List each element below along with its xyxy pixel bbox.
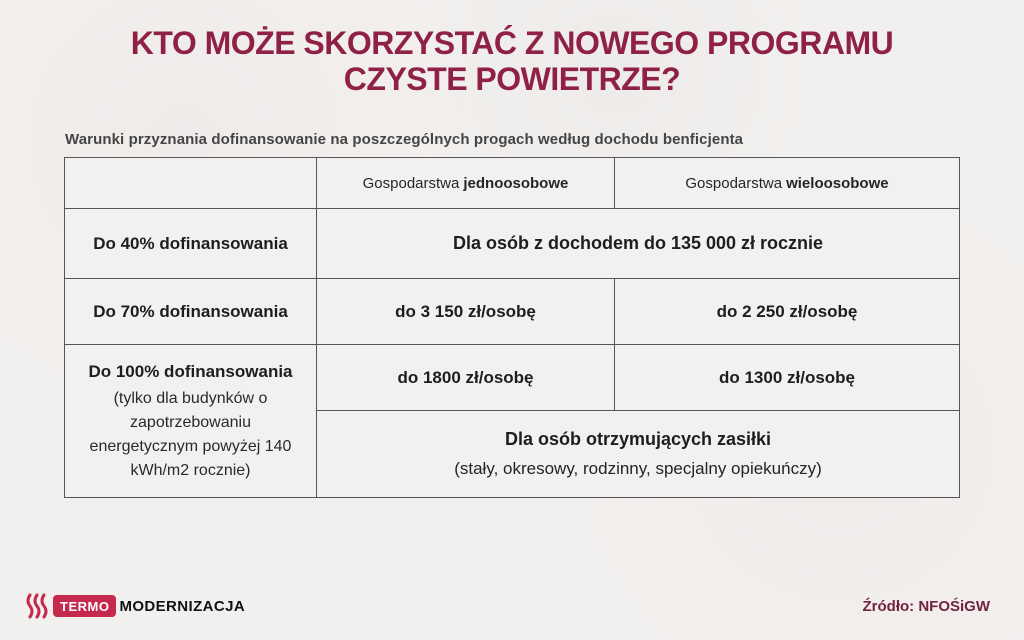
row-100-label: Do 100% dofinansowania (88, 362, 293, 382)
page-title (0, 25, 1024, 97)
row-100-label-cell (65, 345, 316, 497)
row-100-multi-cell (615, 345, 959, 410)
row-benefits-merged-cell (317, 411, 959, 497)
logo-modernizacja-text: MODERNIZACJA (119, 597, 246, 615)
funding-table (64, 157, 960, 498)
row-70-single-value: do 3 150 zł/osobę (395, 301, 536, 321)
page-title-line2: CZYSTE POWIETRZE? (343, 61, 681, 97)
column-header-multi-prefix: Gospodarstwa (685, 174, 783, 192)
row-70-label-cell (65, 279, 316, 344)
row-100-label-note: (tylko dla budynków o zapotrzebowaniu energetycznym powyżej 140 kWh/m2 rocznie) (89, 389, 292, 479)
termomodernizacja-logo (26, 593, 245, 619)
row-benefits-bold-line: Dla osób otrzymujących zasiłki (504, 429, 772, 450)
column-header-single-household (317, 158, 614, 208)
row-100-multi-value: do 1300 zł/osobę (718, 367, 856, 387)
row-70-multi-value: do 2 250 zł/osobę (716, 301, 858, 321)
source-credit: Źródło: NFOŚiGW (862, 598, 990, 615)
column-header-single-prefix: Gospodarstwa (362, 174, 460, 192)
column-header-multi-household (615, 158, 959, 208)
page-title-line1: KTO MOŻE SKORZYSTAĆ Z NOWEGO PROGRAMU (130, 25, 894, 61)
row-40-merged-value-cell (317, 209, 959, 278)
row-70-label: Do 70% dofinansowania (93, 301, 288, 321)
row-70-multi-cell (615, 279, 959, 344)
row-100-single-value: do 1800 zł/osobę (397, 367, 534, 387)
table-caption: Warunki przyznania dofinansowanie na poszczególnych progach według dochodu benficjenta (65, 131, 744, 148)
column-header-multi-bold: wieloosobowe (786, 174, 889, 192)
table-corner-cell (65, 158, 316, 208)
row-40-label: Do 40% dofinansowania (93, 233, 288, 253)
row-40-merged-value: Dla osób z dochodem do 135 000 zł rocznie (452, 233, 824, 253)
heat-waves-icon (26, 593, 48, 619)
row-benefits-note-line: (stały, okresowy, rodzinny, specjalny opiekuńczy) (454, 458, 822, 478)
column-header-single-bold: jednoosobowe (463, 174, 569, 192)
row-100-single-cell (317, 345, 614, 410)
logo-termo-badge: TERMO (53, 595, 116, 617)
row-70-single-cell (317, 279, 614, 344)
row-40-label-cell (65, 209, 316, 278)
